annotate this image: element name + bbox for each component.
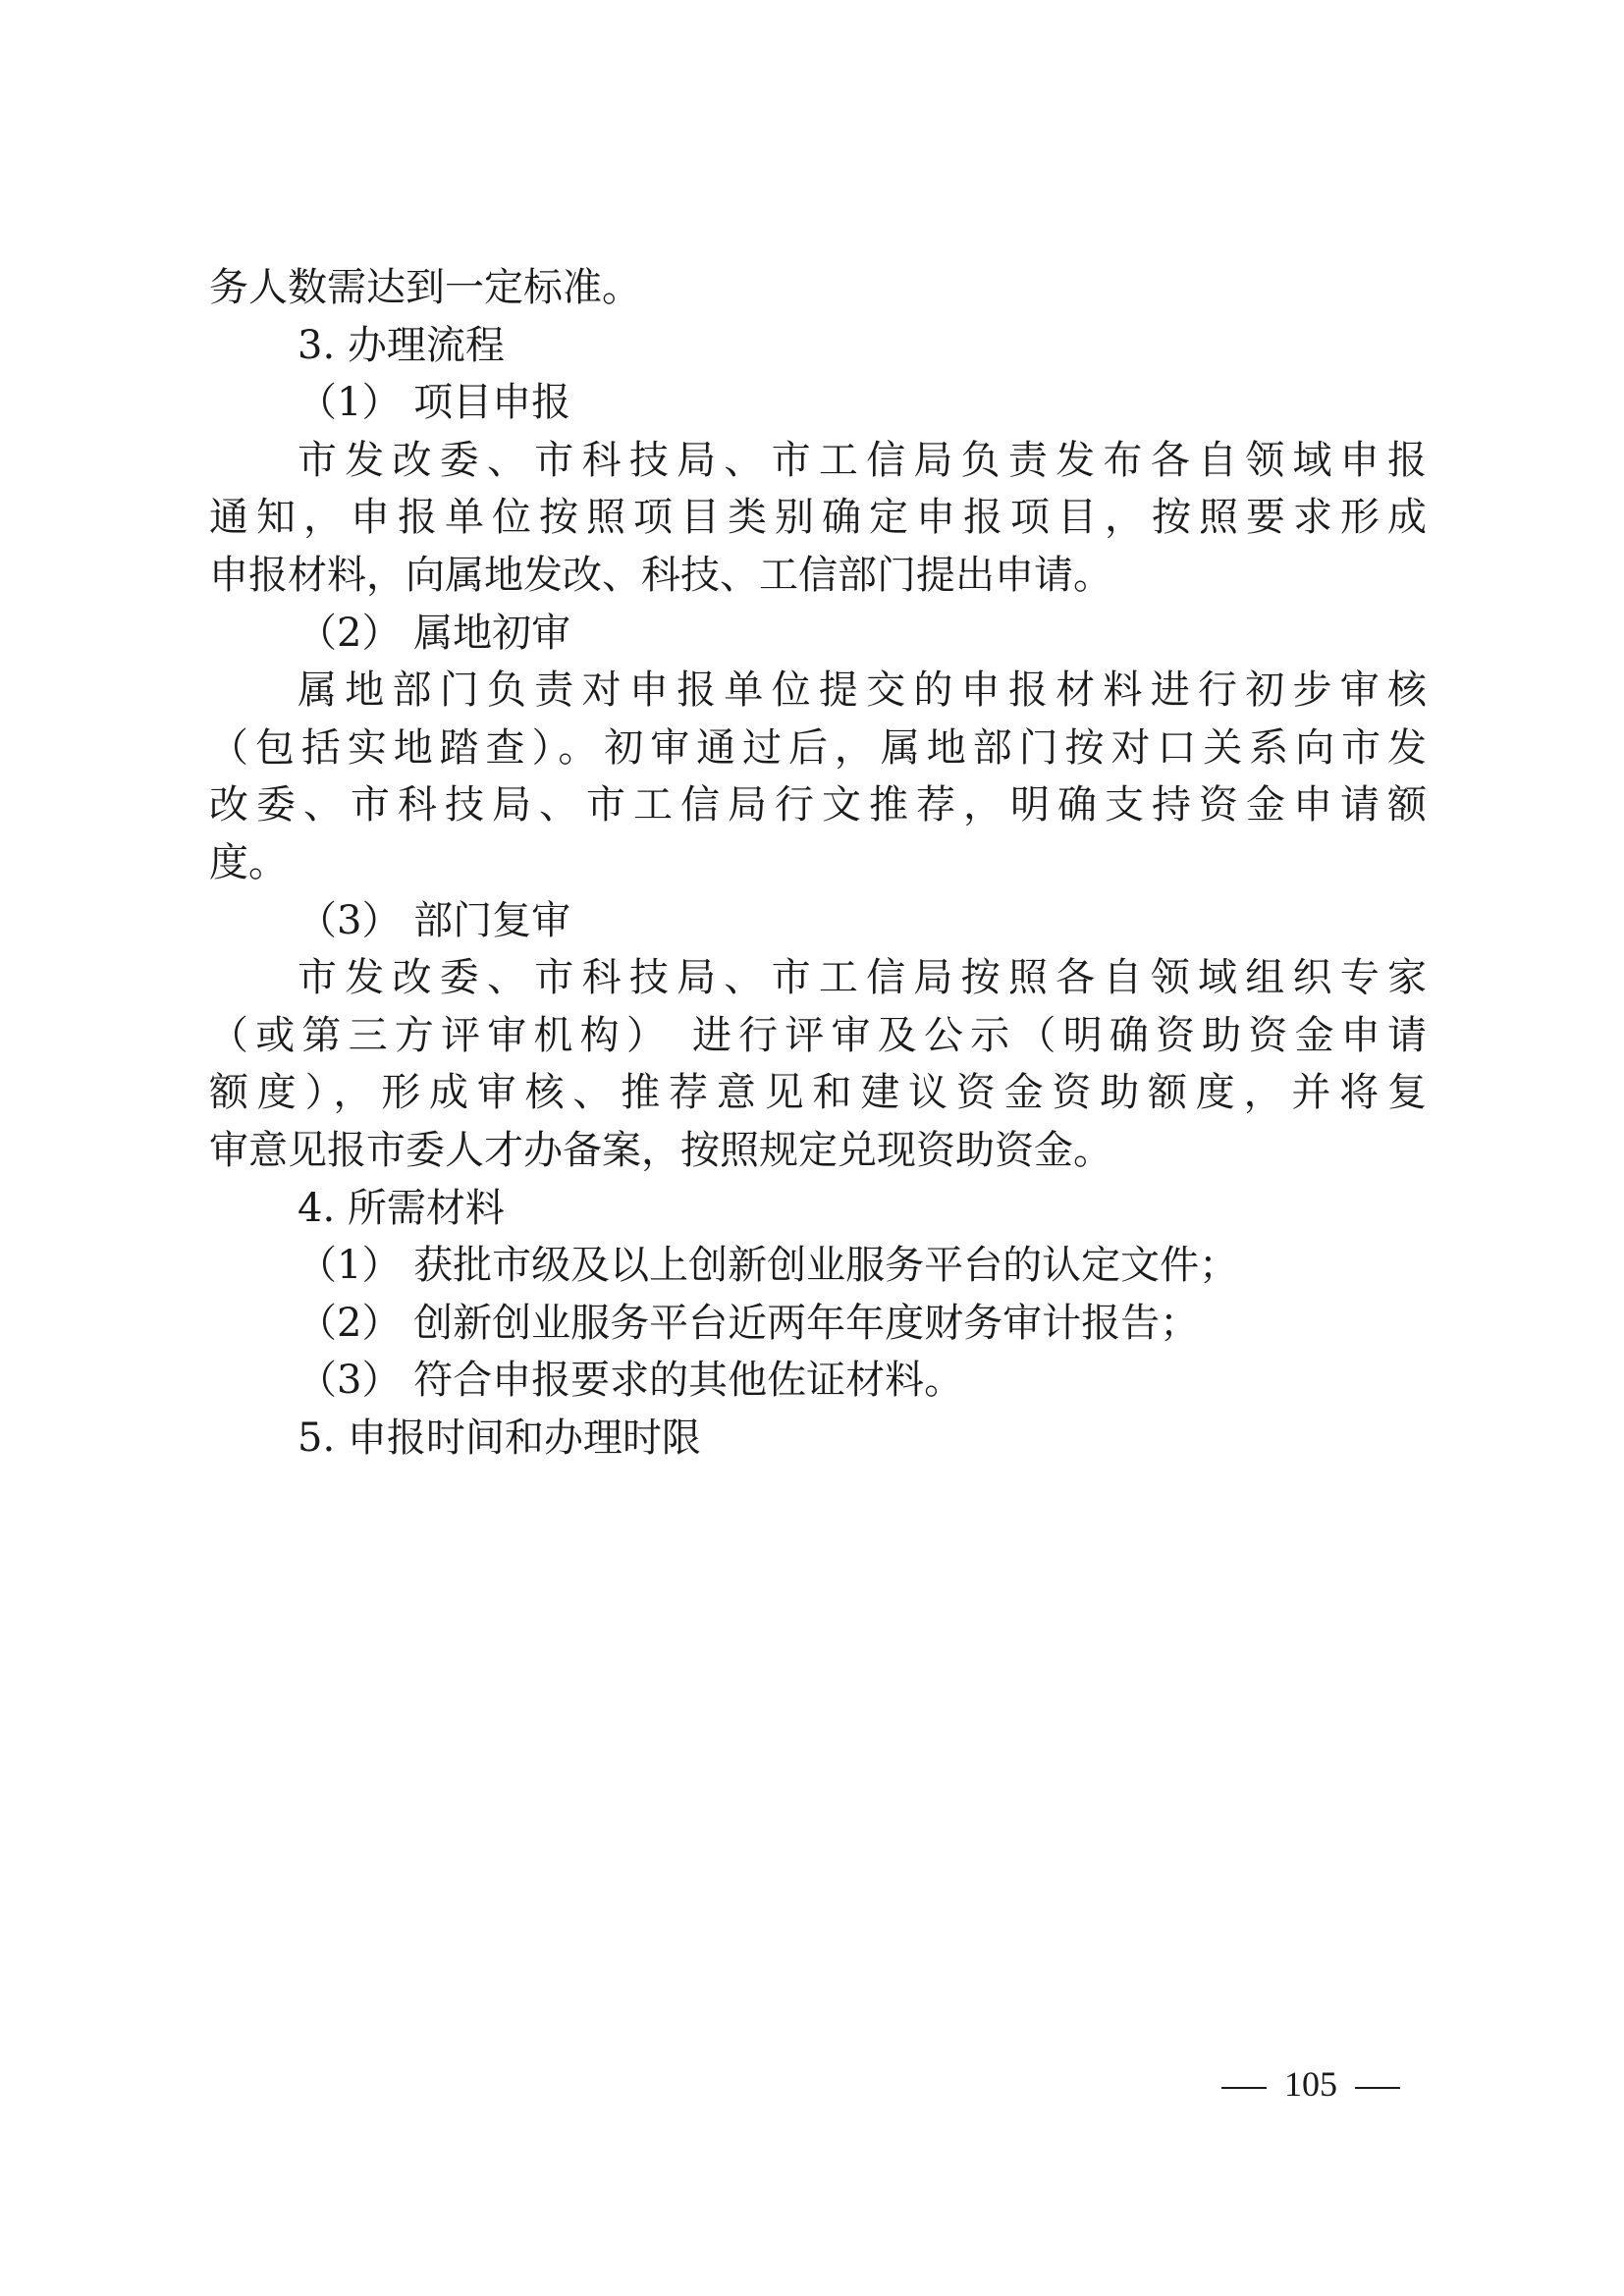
footer-dash-left	[1221, 2087, 1267, 2089]
text-line: （包括实地踏查）。初审通过后，属地部门按对口关系向市发	[209, 725, 1427, 771]
footer-dash-right	[1355, 2087, 1400, 2089]
text-line: 属地部门负责对申报单位提交的申报材料进行初步审核	[298, 667, 1427, 713]
text-line: （3） 部门复审	[298, 898, 571, 943]
text-line: （2） 创新创业服务平台近两年年度财务审计报告；	[298, 1301, 1200, 1346]
text-line: （2） 属地初审	[298, 611, 571, 656]
text-line: （3） 符合申报要求的其他佐证材料。	[298, 1358, 964, 1403]
text-line: 度。	[209, 840, 288, 885]
text-line: （或第三方评审机构） 进行评审及公示（明确资助资金申请	[209, 1013, 1427, 1058]
text-line: 4. 所需材料	[298, 1186, 505, 1231]
text-line: （1） 项目申报	[298, 380, 571, 425]
text-line: 5. 申报时间和办理时限	[298, 1415, 701, 1461]
text-line: 审意见报市委人才办备案，按照规定兑现资助资金。	[209, 1128, 1112, 1173]
text-line: 务人数需达到一定标准。	[209, 265, 641, 310]
text-line: 3. 办理流程	[298, 323, 505, 368]
text-line: （1） 获批市级及以上创新创业服务平台的认定文件；	[298, 1243, 1239, 1288]
text-line: 市发改委、市科技局、市工信局负责发布各自领域申报	[298, 438, 1427, 483]
text-line: 改委、市科技局、市工信局行文推荐，明确支持资金申请额	[209, 782, 1427, 828]
page-footer	[1203, 2059, 1419, 2109]
text-line: 市发改委、市科技局、市工信局按照各自领域组织专家	[298, 955, 1427, 1000]
text-line: 额度），形成审核、推荐意见和建议资金资助额度，并将复	[209, 1070, 1427, 1115]
text-line: 申报材料，向属地发改、科技、工信部门提出申请。	[209, 553, 1112, 598]
text-line: 通知，申报单位按照项目类别确定申报项目，按照要求形成	[209, 495, 1427, 540]
page-number: 105	[1284, 2064, 1337, 2104]
